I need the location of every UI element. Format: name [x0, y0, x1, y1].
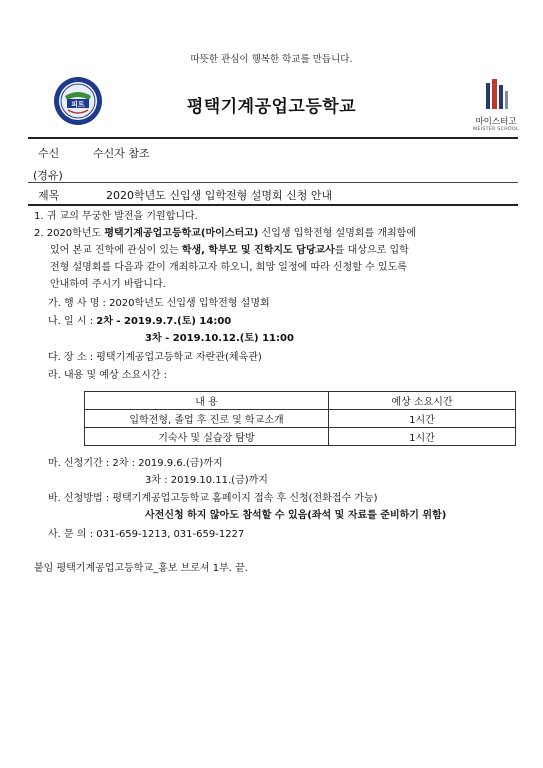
item-ba-note — [145, 507, 446, 524]
meister-mark-icon — [472, 79, 520, 109]
item-na-date — [48, 313, 231, 330]
school-slogan: 따뜻한 관심이 행복한 학교를 만듭니다. — [190, 54, 353, 65]
paragraph-2-line-2 — [50, 242, 409, 259]
item-da-place: 다. 장 소 : 평택기계공업고등학교 자란관(체육관) — [48, 352, 262, 363]
school-title: 평택기계공업고등학교 — [186, 97, 357, 117]
header-divider — [28, 137, 518, 139]
subject-divider — [28, 204, 518, 206]
via-label: (경유) — [33, 169, 63, 182]
p2-suffix: 신입생 입학전형 설명회를 개최함에 — [258, 228, 416, 239]
table-row — [85, 410, 516, 428]
p2l2-prefix: 있어 본교 진학에 관심이 있는 — [50, 245, 182, 256]
item-ba-method: 바. 신청방법 : 평택기계공업고등학교 홈페이지 접속 후 신청(전화접수 가능) — [48, 493, 378, 504]
meister-logo — [472, 79, 520, 132]
table-cell: 1시간 — [329, 410, 516, 428]
item-ga-event-name: 가. 행 사 명 : 2020학년도 신입생 입학전형 설명회 — [48, 298, 270, 309]
item-ma-period-2: 3차 : 2019.10.11.(금)까지 — [145, 475, 268, 486]
na-session-2: 2차 - 2019.9.7.(토) 14:00 — [96, 316, 232, 327]
item-na-date-2 — [145, 330, 294, 347]
table-cell: 1시간 — [329, 428, 516, 446]
subject-value: 2020학년도 신입생 입학전형 설명회 신청 안내 — [106, 189, 333, 202]
ma-session-2: 2차 : 2019.9.6.(금)까지 — [112, 458, 223, 469]
paragraph-2-line-1 — [34, 225, 416, 242]
item-ma-period — [48, 455, 223, 472]
paragraph-1: 1. 귀 교의 무궁한 발전을 기원합니다. — [34, 211, 198, 222]
table-header-content: 내 용 — [85, 392, 329, 410]
meister-label: 마이스터고 — [475, 117, 517, 127]
p2l2-audience-bold: 학생, 학부모 및 진학지도 담당교사 — [181, 245, 335, 256]
na-session-3: 3차 - 2019.10.12.(토) 11:00 — [145, 333, 294, 344]
paragraph-2-line-3: 전형 설명회를 다음과 같이 개최하고자 하오니, 희망 일정에 따라 신청할 수 있도록 — [50, 262, 407, 273]
table-cell: 기숙사 및 실습장 탐방 — [85, 428, 329, 446]
paragraph-2-line-4: 안내하여 주시기 바랍니다. — [50, 279, 166, 290]
subject-label: 제목 — [38, 189, 60, 202]
p2-school-bold: 평택기계공업고등학교(마이스터고) — [104, 228, 259, 239]
recipient-label: 수신 — [38, 147, 60, 160]
item-ra-content: 라. 내용 및 예상 소요시간 : — [48, 370, 168, 381]
schedule-table — [84, 391, 516, 446]
attachment-line: 붙임 평택기계공업고등학교_홍보 브로셔 1부. 끝. — [34, 563, 248, 574]
table-header-duration: 예상 소요시간 — [329, 392, 516, 410]
table-header-row — [85, 392, 516, 410]
p2-prefix: 2. 2020학년도 — [34, 228, 105, 239]
emblem-text: 피트 — [71, 100, 85, 109]
table-row — [85, 428, 516, 446]
recipient-value: 수신자 참조 — [93, 147, 150, 160]
table-cell: 입학전형, 졸업 후 진로 및 학교소개 — [85, 410, 329, 428]
na-label: 나. 일 시 : — [48, 316, 97, 327]
via-divider — [28, 182, 518, 183]
ma-label: 마. 신청기간 : — [48, 458, 113, 469]
meister-sub: MEISTER SCHOOL — [473, 127, 519, 132]
ba-note-bold: 사전신청 하지 않아도 참석할 수 있음(좌석 및 자료를 준비하기 위함) — [145, 510, 447, 521]
p2l2-suffix: 를 대상으로 입학 — [334, 245, 409, 256]
item-sa-contact: 사. 문 의 : 031-659-1213, 031-659-1227 — [48, 529, 245, 540]
